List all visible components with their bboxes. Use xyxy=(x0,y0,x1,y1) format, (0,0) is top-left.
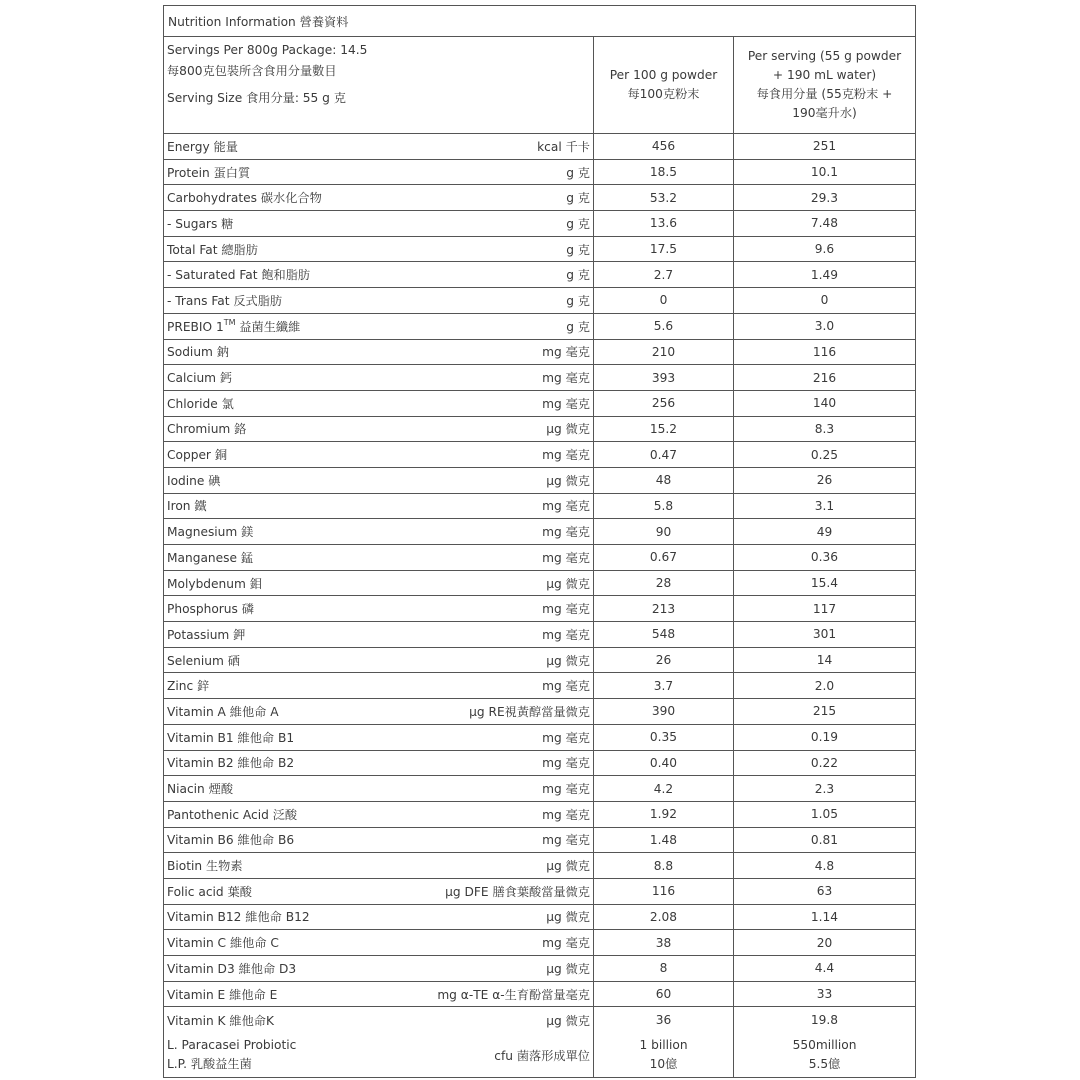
nutrient-unit: cfu 菌落形成單位 xyxy=(494,1048,590,1063)
value-per-serving: 1.05 xyxy=(810,807,839,822)
serving-size: Serving Size 食用分量: 55 g 克 xyxy=(167,91,346,105)
nutrient-unit: g 克 xyxy=(566,268,590,283)
table-row xyxy=(164,828,915,854)
nutrient-name: Manganese 錳 xyxy=(167,550,254,565)
table-row xyxy=(164,956,915,982)
nutrient-name: Copper 銅 xyxy=(167,448,228,463)
value-per-100g: 390 xyxy=(594,699,734,724)
nutrient-unit: mg 毫克 xyxy=(542,499,590,514)
nutrient-name: Pantothenic Acid 泛酸 xyxy=(167,807,298,822)
table-row xyxy=(164,314,915,340)
value-per-serving: 4.4 xyxy=(814,961,835,976)
nutrient-name: Magnesium 鎂 xyxy=(167,525,254,540)
value-per-serving: 3.1 xyxy=(814,498,835,513)
table-row xyxy=(164,468,915,494)
nutrient-name: Vitamin E 維他命 E xyxy=(167,987,278,1002)
value-per-serving: 15.4 xyxy=(810,576,839,591)
nutrient-unit: mg 毫克 xyxy=(542,782,590,797)
nutrient-name: Potassium 鉀 xyxy=(167,627,246,642)
value-per-serving: 9.6 xyxy=(814,242,835,257)
table-row xyxy=(164,545,915,571)
nutrient-unit: kcal 千卡 xyxy=(537,139,590,154)
table-row xyxy=(164,571,915,597)
nutrient-name: Sodium 鈉 xyxy=(167,345,229,360)
nutrient-unit: mg 毫克 xyxy=(542,756,590,771)
table-row xyxy=(164,648,915,674)
value-per-100g: 60 xyxy=(594,982,734,1007)
value-per-serving: 0 xyxy=(820,293,829,308)
table-row xyxy=(164,160,915,186)
table-row xyxy=(164,134,915,160)
nutrient-unit: mg 毫克 xyxy=(542,627,590,642)
value-per-100g: 210 xyxy=(594,340,734,365)
nutrient-unit: mg 毫克 xyxy=(542,833,590,848)
nutrient-unit: mg 毫克 xyxy=(542,807,590,822)
col2-header-line4: 190毫升水) xyxy=(792,106,857,120)
value-per-serving: 19.8 xyxy=(810,1013,839,1028)
nutrient-name: Vitamin B2 維他命 B2 xyxy=(167,756,295,771)
column-header-per-100g xyxy=(594,37,734,133)
value-per-100g: 0.47 xyxy=(594,442,734,467)
value-per-100g: 548 xyxy=(594,622,734,647)
nutrient-name: Calcium 鈣 xyxy=(167,371,233,386)
value-per-100g: 8.8 xyxy=(594,853,734,878)
nutrient-name: - Trans Fat 反式脂肪 xyxy=(167,293,283,308)
table-row xyxy=(164,802,915,828)
value-per-serving: 8.3 xyxy=(814,421,835,436)
value-per-serving: 7.48 xyxy=(810,216,839,231)
value-per-serving: 2.0 xyxy=(814,678,835,693)
table-row xyxy=(164,185,915,211)
table-row xyxy=(164,622,915,648)
nutrient-name: Iodine 碘 xyxy=(167,473,221,488)
nutrient-name: Vitamin K 維他命K xyxy=(167,1013,274,1028)
nutrient-unit: µg 微克 xyxy=(546,473,590,488)
nutrient-name: Biotin 生物素 xyxy=(167,859,243,874)
nutrient-unit: mg 毫克 xyxy=(542,936,590,951)
nutrient-name: Phosphorus 磷 xyxy=(167,602,254,617)
value-per-serving: 29.3 xyxy=(810,190,839,205)
value-per-serving: 116 xyxy=(812,344,837,359)
nutrient-unit: µg 微克 xyxy=(546,576,590,591)
value-per-100g: 17.5 xyxy=(594,237,734,262)
table-row xyxy=(164,417,915,443)
nutrient-name: Carbohydrates 碳水化合物 xyxy=(167,191,322,206)
value-per-serving: 26 xyxy=(816,473,833,488)
nutrient-unit: mg 毫克 xyxy=(542,448,590,463)
nutrient-unit: mg α-TE α-生育酚當量毫克 xyxy=(437,987,590,1002)
nutrient-name: Zinc 鋅 xyxy=(167,679,210,694)
nutrient-name: Vitamin D3 維他命 D3 xyxy=(167,961,297,976)
nutrient-name: Vitamin A 維他命 A xyxy=(167,704,279,719)
nutrient-unit: µg 微克 xyxy=(546,422,590,437)
table-row xyxy=(164,776,915,802)
value-per-serving: 0.36 xyxy=(810,550,839,565)
nutrient-unit: mg 毫克 xyxy=(542,396,590,411)
value-per-100g: 393 xyxy=(594,365,734,390)
nutrient-name: Vitamin B1 維他命 B1 xyxy=(167,730,295,745)
value-per-serving: 10.1 xyxy=(810,165,839,180)
nutrient-unit: mg 毫克 xyxy=(542,602,590,617)
value-per-100g: 8 xyxy=(594,956,734,981)
table-row xyxy=(164,519,915,545)
nutrient-name: Selenium 硒 xyxy=(167,653,240,668)
value-per-serving: 251 xyxy=(812,139,837,154)
nutrient-unit: µg 微克 xyxy=(546,910,590,925)
value-per-100g: 4.2 xyxy=(594,776,734,801)
nutrient-name: Energy 能量 xyxy=(167,139,238,154)
table-row xyxy=(164,725,915,751)
table-row xyxy=(164,879,915,905)
nutrient-name: - Sugars 糖 xyxy=(167,216,234,231)
value-per-100g: 0.35 xyxy=(594,725,734,750)
nutrient-rows xyxy=(164,134,915,1033)
table-row xyxy=(164,751,915,777)
value-per-serving: 0.22 xyxy=(810,755,839,770)
col2-header-line2: + 190 mL water) xyxy=(772,68,877,82)
table-row xyxy=(164,288,915,314)
nutrient-unit: mg 毫克 xyxy=(542,730,590,745)
nutrient-name: Iron 鐵 xyxy=(167,499,207,514)
value-per-serving: 1.14 xyxy=(810,909,839,924)
value-per-100g: 90 xyxy=(594,519,734,544)
nutrient-unit: g 克 xyxy=(566,191,590,206)
nutrient-unit: mg 毫克 xyxy=(542,371,590,386)
table-row xyxy=(164,673,915,699)
value-per-serving: 33 xyxy=(816,987,833,1002)
value-per-100g: 26 xyxy=(594,648,734,673)
value-per-100g: 15.2 xyxy=(594,417,734,442)
nutrient-name: Niacin 煙酸 xyxy=(167,782,234,797)
value-per-serving: 215 xyxy=(812,704,837,719)
value-per-serving: 1.49 xyxy=(810,267,839,282)
nutrition-table xyxy=(163,5,916,1078)
header-row xyxy=(164,37,915,134)
value-per-100g: 1.48 xyxy=(594,828,734,853)
nutrient-name: PREBIO 1™ 益菌生纖維 xyxy=(167,317,301,334)
value-per-100g: 0.67 xyxy=(594,545,734,570)
value-per-100g: 18.5 xyxy=(594,160,734,185)
value-per-100g: 53.2 xyxy=(594,185,734,210)
table-row xyxy=(164,982,915,1008)
nutrient-unit: g 克 xyxy=(566,293,590,308)
value-per-100g: 256 xyxy=(594,391,734,416)
value-per-serving: 2.3 xyxy=(814,781,835,796)
nutrient-unit: g 克 xyxy=(566,319,590,334)
table-row xyxy=(164,699,915,725)
nutrient-name: Molybdenum 鉬 xyxy=(167,576,262,591)
table-title: Nutrition Information 營養資料 xyxy=(164,6,915,37)
column-header-per-serving xyxy=(734,37,915,133)
value-per-100g: 213 xyxy=(594,596,734,621)
table-row xyxy=(164,262,915,288)
value-per-100g: 28 xyxy=(594,571,734,596)
nutrient-unit: g 克 xyxy=(566,242,590,257)
nutrient-unit: µg 微克 xyxy=(546,859,590,874)
table-row xyxy=(164,853,915,879)
value-per-serving: 117 xyxy=(812,601,837,616)
trademark-mark: TM xyxy=(223,317,236,327)
value-per-100g: 3.7 xyxy=(594,673,734,698)
nutrient-name: Vitamin B6 維他命 B6 xyxy=(167,833,295,848)
nutrient-name: Total Fat 總脂肪 xyxy=(167,242,258,257)
value-per-100g: 0.40 xyxy=(594,751,734,776)
value-per-100g: 13.6 xyxy=(594,211,734,236)
table-row-probiotic xyxy=(164,1033,915,1077)
nutrient-unit: mg 毫克 xyxy=(542,679,590,694)
value-per-serving: 0.81 xyxy=(810,832,839,847)
value-per-100g: 2.7 xyxy=(594,262,734,287)
nutrient-name: Folic acid 葉酸 xyxy=(167,884,252,899)
table-row xyxy=(164,391,915,417)
nutrient-name: Chloride 氯 xyxy=(167,396,234,411)
value-per-serving: 20 xyxy=(816,935,833,950)
nutrient-unit: mg 毫克 xyxy=(542,525,590,540)
col1-header-zh: 每100克粉末 xyxy=(627,87,700,101)
nutrient-unit: g 克 xyxy=(566,216,590,231)
value-per-100g: 0 xyxy=(594,288,734,313)
value-per-100g: 116 xyxy=(594,879,734,904)
value-per-serving: 49 xyxy=(816,524,833,539)
nutrient-name: Vitamin B12 維他命 B12 xyxy=(167,910,310,925)
value-per-100g: 5.6 xyxy=(594,314,734,339)
nutrient-unit: µg DFE 膳食葉酸當量微克 xyxy=(445,884,590,899)
nutrient-unit: mg 毫克 xyxy=(542,345,590,360)
table-row xyxy=(164,442,915,468)
nutrient-name: Vitamin C 維他命 C xyxy=(167,936,279,951)
nutrient-unit: µg 微克 xyxy=(546,653,590,668)
table-row xyxy=(164,211,915,237)
value-per-serving: 63 xyxy=(816,884,833,899)
value-per-100g: 38 xyxy=(594,930,734,955)
value-per-100g: 1.92 xyxy=(594,802,734,827)
col2-header-line1: Per serving (55 g powder xyxy=(747,49,902,63)
table-row xyxy=(164,340,915,366)
table-row xyxy=(164,930,915,956)
table-row xyxy=(164,596,915,622)
nutrient-name: L. Paracasei Probiotic L.P. 乳酸益生菌 xyxy=(167,1038,297,1072)
table-row xyxy=(164,1007,915,1033)
table-row xyxy=(164,365,915,391)
nutrient-unit: µg 微克 xyxy=(546,1013,590,1028)
value-per-100g: 36 xyxy=(594,1007,734,1033)
value-per-serving: 140 xyxy=(812,396,837,411)
serving-info xyxy=(164,37,594,133)
value-per-100g: 456 xyxy=(594,134,734,159)
value-per-serving: 0.19 xyxy=(810,730,839,745)
value-per-100g: 1 billion 10億 xyxy=(594,1033,734,1077)
nutrient-unit: g 克 xyxy=(566,165,590,180)
nutrient-name: Chromium 鉻 xyxy=(167,422,247,437)
table-row xyxy=(164,237,915,263)
table-row xyxy=(164,905,915,931)
value-per-serving: 3.0 xyxy=(814,319,835,334)
value-per-serving: 301 xyxy=(812,627,837,642)
col2-header-line3: 每食用分量 (55克粉末 + xyxy=(756,87,893,101)
nutrient-name: - Saturated Fat 飽和脂肪 xyxy=(167,268,311,283)
value-per-serving: 14 xyxy=(816,653,833,668)
value-per-serving: 0.25 xyxy=(810,447,839,462)
col1-header-en: Per 100 g powder xyxy=(609,68,718,82)
table-row xyxy=(164,494,915,520)
value-per-serving: 4.8 xyxy=(814,858,835,873)
nutrient-name: Protein 蛋白質 xyxy=(167,165,251,180)
value-per-serving: 216 xyxy=(812,370,837,385)
nutrient-unit: mg 毫克 xyxy=(542,550,590,565)
servings-per-package: Servings Per 800g Package: 14.5 xyxy=(167,43,368,57)
servings-per-package-zh: 每800克包裝所含食用分量數目 xyxy=(167,64,337,78)
nutrient-unit: µg RE視黃醇當量微克 xyxy=(469,704,590,719)
value-per-100g: 48 xyxy=(594,468,734,493)
value-per-100g: 2.08 xyxy=(594,905,734,930)
nutrient-unit: µg 微克 xyxy=(546,961,590,976)
value-per-serving: 550million 5.5億 xyxy=(792,1038,857,1072)
value-per-100g: 5.8 xyxy=(594,494,734,519)
